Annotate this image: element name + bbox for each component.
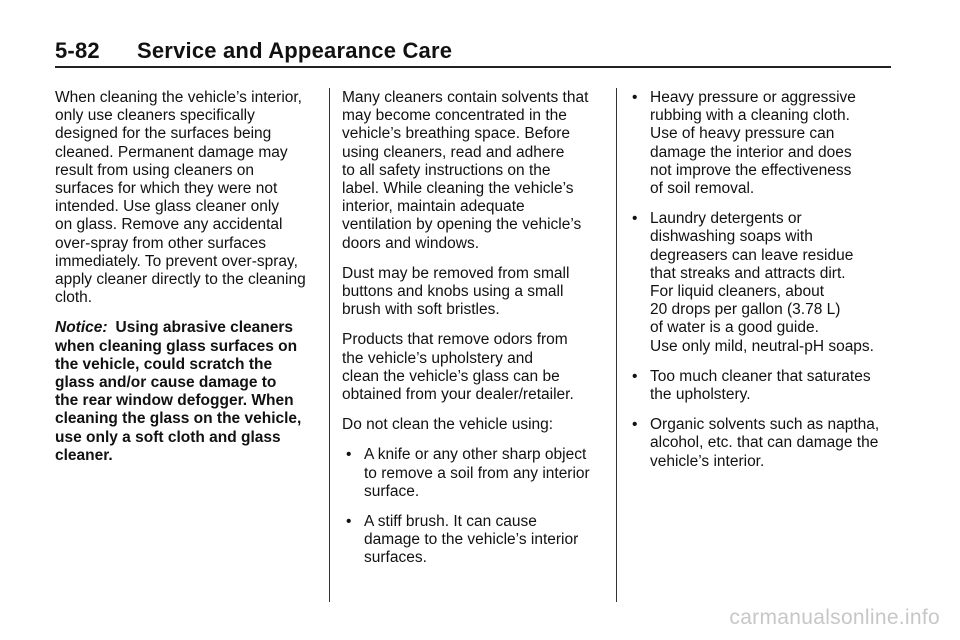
text-line: damage to the vehicle’s interior <box>364 531 579 549</box>
text-line: doors and windows. <box>342 234 479 252</box>
text-line: When cleaning the vehicle’s interior, <box>55 89 302 106</box>
text-line: Laundry detergents or <box>650 210 802 228</box>
text-line: Organic solvents such as naptha, <box>650 416 880 434</box>
text-line: glass and/or cause damage to <box>55 374 277 392</box>
text-line: cleaned. Permanent damage may <box>55 143 288 161</box>
text-line: using cleaners, read and adhere <box>342 143 565 161</box>
text-line: intended. Use glass cleaner only <box>55 198 280 216</box>
text-line: apply cleaner directly to the cleaning <box>55 271 306 289</box>
text-line: interior, maintain adequate <box>342 198 525 216</box>
text-line: surface. <box>364 482 420 500</box>
text-line: buttons and knobs using a small <box>342 283 564 301</box>
text-line: Many cleaners contain solvents that <box>342 89 589 106</box>
list-item <box>344 446 604 501</box>
list-item <box>630 210 895 356</box>
text-line: For liquid cleaners, about <box>650 283 825 301</box>
text-line: that streaks and attracts dirt. <box>650 264 846 282</box>
text-line: rubbing with a cleaning cloth. <box>650 107 850 125</box>
column-divider-1 <box>329 88 330 602</box>
bullet-icon: • <box>346 513 352 531</box>
list-item <box>630 89 895 198</box>
text-line: 20 drops per gallon (3.78 L) <box>650 301 841 319</box>
odors-paragraph <box>342 331 604 404</box>
column-divider-2 <box>616 88 617 602</box>
text-line: may become concentrated in the <box>342 107 567 125</box>
text-line: Do not clean the vehicle using: <box>342 416 554 434</box>
column-1 <box>55 89 320 477</box>
text-line: cloth. <box>55 289 93 307</box>
text-line: degreasers can leave residue <box>650 246 854 264</box>
text-line: the upholstery. <box>650 386 751 404</box>
text-line: Heavy pressure or aggressive <box>650 89 856 106</box>
list-item <box>344 513 604 568</box>
text-line: vehicle’s breathing space. Before <box>342 125 571 143</box>
list-item <box>630 368 895 404</box>
text-line: damage the interior and does <box>650 143 852 161</box>
bullet-icon: • <box>632 210 638 228</box>
column-3 <box>630 89 895 483</box>
text-line: to remove a soil from any interior <box>364 464 590 482</box>
text-line: Use only mild, neutral-pH soaps. <box>650 337 874 355</box>
text-line: Too much cleaner that saturates <box>650 367 871 385</box>
text-line: Products that remove odors from <box>342 331 568 349</box>
bullet-icon: • <box>632 367 638 385</box>
notice-label: Notice: <box>55 319 108 337</box>
intro-paragraph <box>55 89 320 307</box>
text-line: Use of heavy pressure can <box>650 125 835 143</box>
text-line: designed for the surfaces being <box>55 125 272 143</box>
text-line: to all safety instructions on the <box>342 161 551 179</box>
text-line: brush with soft bristles. <box>342 301 500 319</box>
text-line: A knife or any other sharp object <box>364 446 587 464</box>
notice-first-line <box>55 319 320 337</box>
text-line: A stiff brush. It can cause <box>364 513 537 531</box>
dust-paragraph <box>342 265 604 320</box>
page-header <box>55 38 891 68</box>
watermark-text: carmanualsonline.info <box>729 606 940 629</box>
text-line: of water is a good guide. <box>650 319 819 337</box>
bullet-icon: • <box>632 416 638 434</box>
text-line: cleaner. <box>55 446 113 464</box>
notice-text: Using abrasive cleaners <box>115 319 294 337</box>
text-line: use only a soft cloth and glass <box>55 428 281 446</box>
do-not-clean-paragraph <box>342 416 604 434</box>
text-line: surfaces. <box>364 549 427 567</box>
text-line: label. While cleaning the vehicle’s <box>342 180 574 198</box>
section-title: Service and Appearance Care <box>137 38 453 63</box>
text-line: alcohol, etc. that can damage the <box>650 434 879 452</box>
text-line: when cleaning glass surfaces on <box>55 337 298 355</box>
bullet-icon: • <box>346 446 352 464</box>
text-line: ventilation by opening the vehicle’s <box>342 216 582 234</box>
solvents-paragraph <box>342 89 604 253</box>
bullet-icon: • <box>632 89 638 106</box>
text-line: only use cleaners specifically <box>55 107 255 125</box>
column-2 <box>342 89 604 580</box>
text-line: not improve the effectiveness <box>650 161 852 179</box>
bullet-list <box>630 89 895 471</box>
text-line: dishwashing soaps with <box>650 228 813 246</box>
text-line: cleaning the glass on the vehicle, <box>55 410 302 428</box>
page-number: 5-82 <box>55 38 100 63</box>
text-line: over-spray from other surfaces <box>55 234 267 252</box>
bullet-list <box>344 446 604 567</box>
text-line: surfaces for which they were not <box>55 180 278 198</box>
text-line: the rear window defogger. When <box>55 392 294 410</box>
text-line: of soil removal. <box>650 180 755 198</box>
text-line: result from using cleaners on <box>55 161 255 179</box>
notice-paragraph <box>55 319 320 465</box>
text-line: Dust may be removed from small <box>342 264 570 282</box>
text-line: on glass. Remove any accidental <box>55 216 283 234</box>
text-line: clean the vehicle’s glass can be <box>342 367 560 385</box>
text-line: the vehicle, could scratch the <box>55 355 273 373</box>
list-item <box>630 416 895 471</box>
text-line: the vehicle’s upholstery and <box>342 349 534 367</box>
text-line: obtained from your dealer/retailer. <box>342 386 574 404</box>
text-line: vehicle’s interior. <box>650 452 765 470</box>
text-line: immediately. To prevent over-spray, <box>55 252 298 270</box>
